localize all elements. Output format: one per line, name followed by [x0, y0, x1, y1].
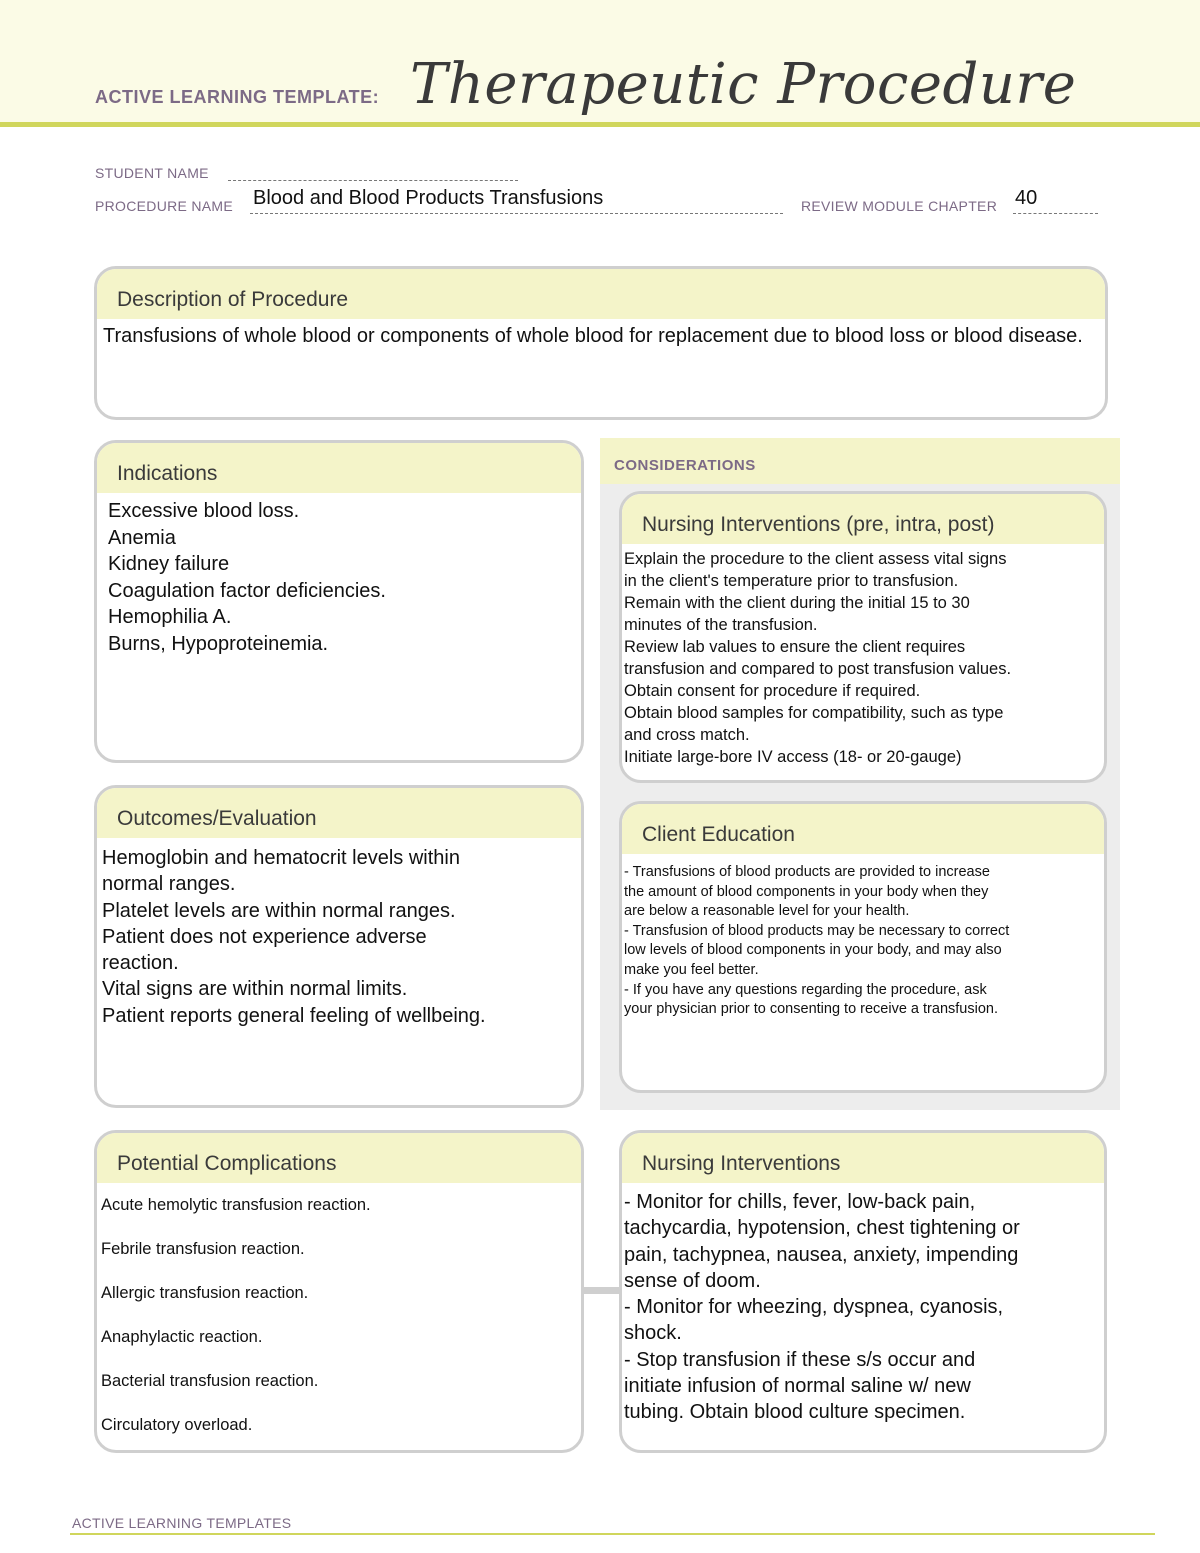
list-item: normal ranges. — [102, 873, 236, 896]
list-item: Patient does not experience adverse — [102, 925, 427, 948]
list-item: make you feel better. — [624, 961, 759, 978]
indications-box — [94, 440, 584, 763]
indications-list — [97, 493, 581, 657]
list-item: in the client's temperature prior to transfusion. — [624, 572, 959, 590]
list-item: Explain the procedure to the client assess vital signs — [624, 550, 1007, 568]
student-name-field[interactable] — [228, 180, 518, 181]
list-item: Excessive blood loss. — [108, 500, 300, 522]
nursing-interventions-title: Nursing Interventions — [622, 1133, 1104, 1183]
outcomes-list — [97, 838, 581, 1029]
template-label: ACTIVE LEARNING TEMPLATE: — [95, 87, 380, 107]
list-item: initiate infusion of normal saline w/ new — [624, 1375, 971, 1398]
list-item: sense of doom. — [624, 1269, 761, 1292]
list-item: Vital signs are within normal limits. — [102, 978, 408, 1001]
list-item: your physician prior to consenting to receive a transfusion. — [624, 1001, 998, 1018]
list-item: Coagulation factor deficiencies. — [108, 579, 386, 602]
header-divider — [0, 122, 1200, 127]
complications-list — [97, 1183, 581, 1447]
list-item: - If you have any questions regarding the procedure, ask — [624, 981, 987, 998]
list-item: Acute hemolytic transfusion reaction. — [101, 1196, 371, 1214]
list-item: Circulatory overload. — [101, 1416, 253, 1434]
student-name-label: STUDENT NAME — [95, 165, 209, 181]
list-item: shock. — [624, 1322, 682, 1345]
list-item: Allergic transfusion reaction. — [101, 1284, 309, 1302]
list-item: tachycardia, hypotension, chest tightening or — [624, 1217, 1020, 1240]
description-title: Description of Procedure — [97, 269, 1105, 319]
complications-title: Potential Complications — [97, 1133, 581, 1183]
review-module-value: 40 — [1015, 187, 1038, 209]
review-module-label: REVIEW MODULE CHAPTER — [801, 198, 998, 214]
list-item: Hemoglobin and hematocrit levels within — [102, 847, 460, 869]
list-item: Burns, Hypoproteinemia. — [108, 632, 329, 655]
list-item: - Stop transfusion if these s/s occur and — [624, 1348, 976, 1371]
nursing-pre-box — [619, 491, 1107, 783]
list-item: Anemia — [108, 526, 176, 549]
list-item: Kidney failure — [108, 553, 230, 575]
nursing-pre-title: Nursing Interventions (pre, intra, post) — [622, 494, 1104, 544]
list-item: reaction. — [102, 952, 179, 975]
considerations-title: CONSIDERATIONS — [614, 457, 756, 474]
list-item: tubing. Obtain blood culture specimen. — [624, 1401, 966, 1424]
procedure-name-field[interactable] — [250, 213, 783, 214]
list-item: Remain with the client during the initial 15 to 30 — [624, 594, 970, 612]
list-item: Obtain consent for procedure if required. — [624, 682, 921, 700]
list-item: Patient reports general feeling of wellbeing. — [102, 1004, 486, 1027]
review-module-field[interactable] — [1013, 213, 1098, 214]
list-item: Febrile transfusion reaction. — [101, 1240, 305, 1258]
footer-label: ACTIVE LEARNING TEMPLATES — [72, 1515, 292, 1531]
list-item: Platelet levels are within normal ranges. — [102, 899, 456, 922]
list-item: Review lab values to ensure the client requires — [624, 638, 966, 656]
outcomes-box — [94, 785, 584, 1108]
nursing-interventions-list — [622, 1183, 1104, 1426]
outcomes-title: Outcomes/Evaluation — [97, 788, 581, 838]
list-item: - Transfusion of blood products may be necessary to correct — [624, 922, 1010, 939]
list-item: Bacterial transfusion reaction. — [101, 1372, 319, 1390]
description-text: Transfusions of whole blood or components of whole blood for replacement due to blood loss or blood disease. — [103, 325, 1083, 347]
list-item: the amount of blood components in your body when they — [624, 883, 989, 900]
list-item: Initiate large-bore IV access (18- or 20-gauge) — [624, 748, 962, 766]
nursing-pre-list — [622, 544, 1104, 768]
complications-box — [94, 1130, 584, 1453]
page-title: Therapeutic Procedure — [410, 52, 1077, 117]
list-item: are below a reasonable level for your health. — [624, 903, 910, 920]
list-item: transfusion and compared to post transfusion values. — [624, 660, 1012, 678]
indications-title: Indications — [97, 443, 581, 493]
list-item: and cross match. — [624, 726, 750, 744]
box-connector — [583, 1287, 621, 1294]
nursing-interventions-box — [619, 1130, 1107, 1453]
list-item: pain, tachypnea, nausea, anxiety, impending — [624, 1243, 1019, 1266]
list-item: - Monitor for wheezing, dyspnea, cyanosis, — [624, 1296, 1004, 1319]
client-education-list — [622, 854, 1104, 1020]
list-item: Hemophilia A. — [108, 606, 232, 628]
list-item: minutes of the transfusion. — [624, 616, 818, 634]
client-education-title: Client Education — [622, 804, 1104, 854]
procedure-name-value: Blood and Blood Products Transfusions — [253, 187, 604, 209]
list-item: Anaphylactic reaction. — [101, 1328, 263, 1346]
list-item: Obtain blood samples for compatibility, such as type — [624, 704, 1004, 722]
list-item: low levels of blood components in your body, and may also — [624, 942, 1002, 959]
description-box — [94, 266, 1108, 420]
list-item: - Transfusions of blood products are provided to increase — [624, 864, 990, 880]
footer-divider — [70, 1533, 1155, 1535]
client-education-box — [619, 801, 1107, 1093]
procedure-name-label: PROCEDURE NAME — [95, 198, 233, 214]
list-item: - Monitor for chills, fever, low-back pain, — [624, 1191, 976, 1213]
